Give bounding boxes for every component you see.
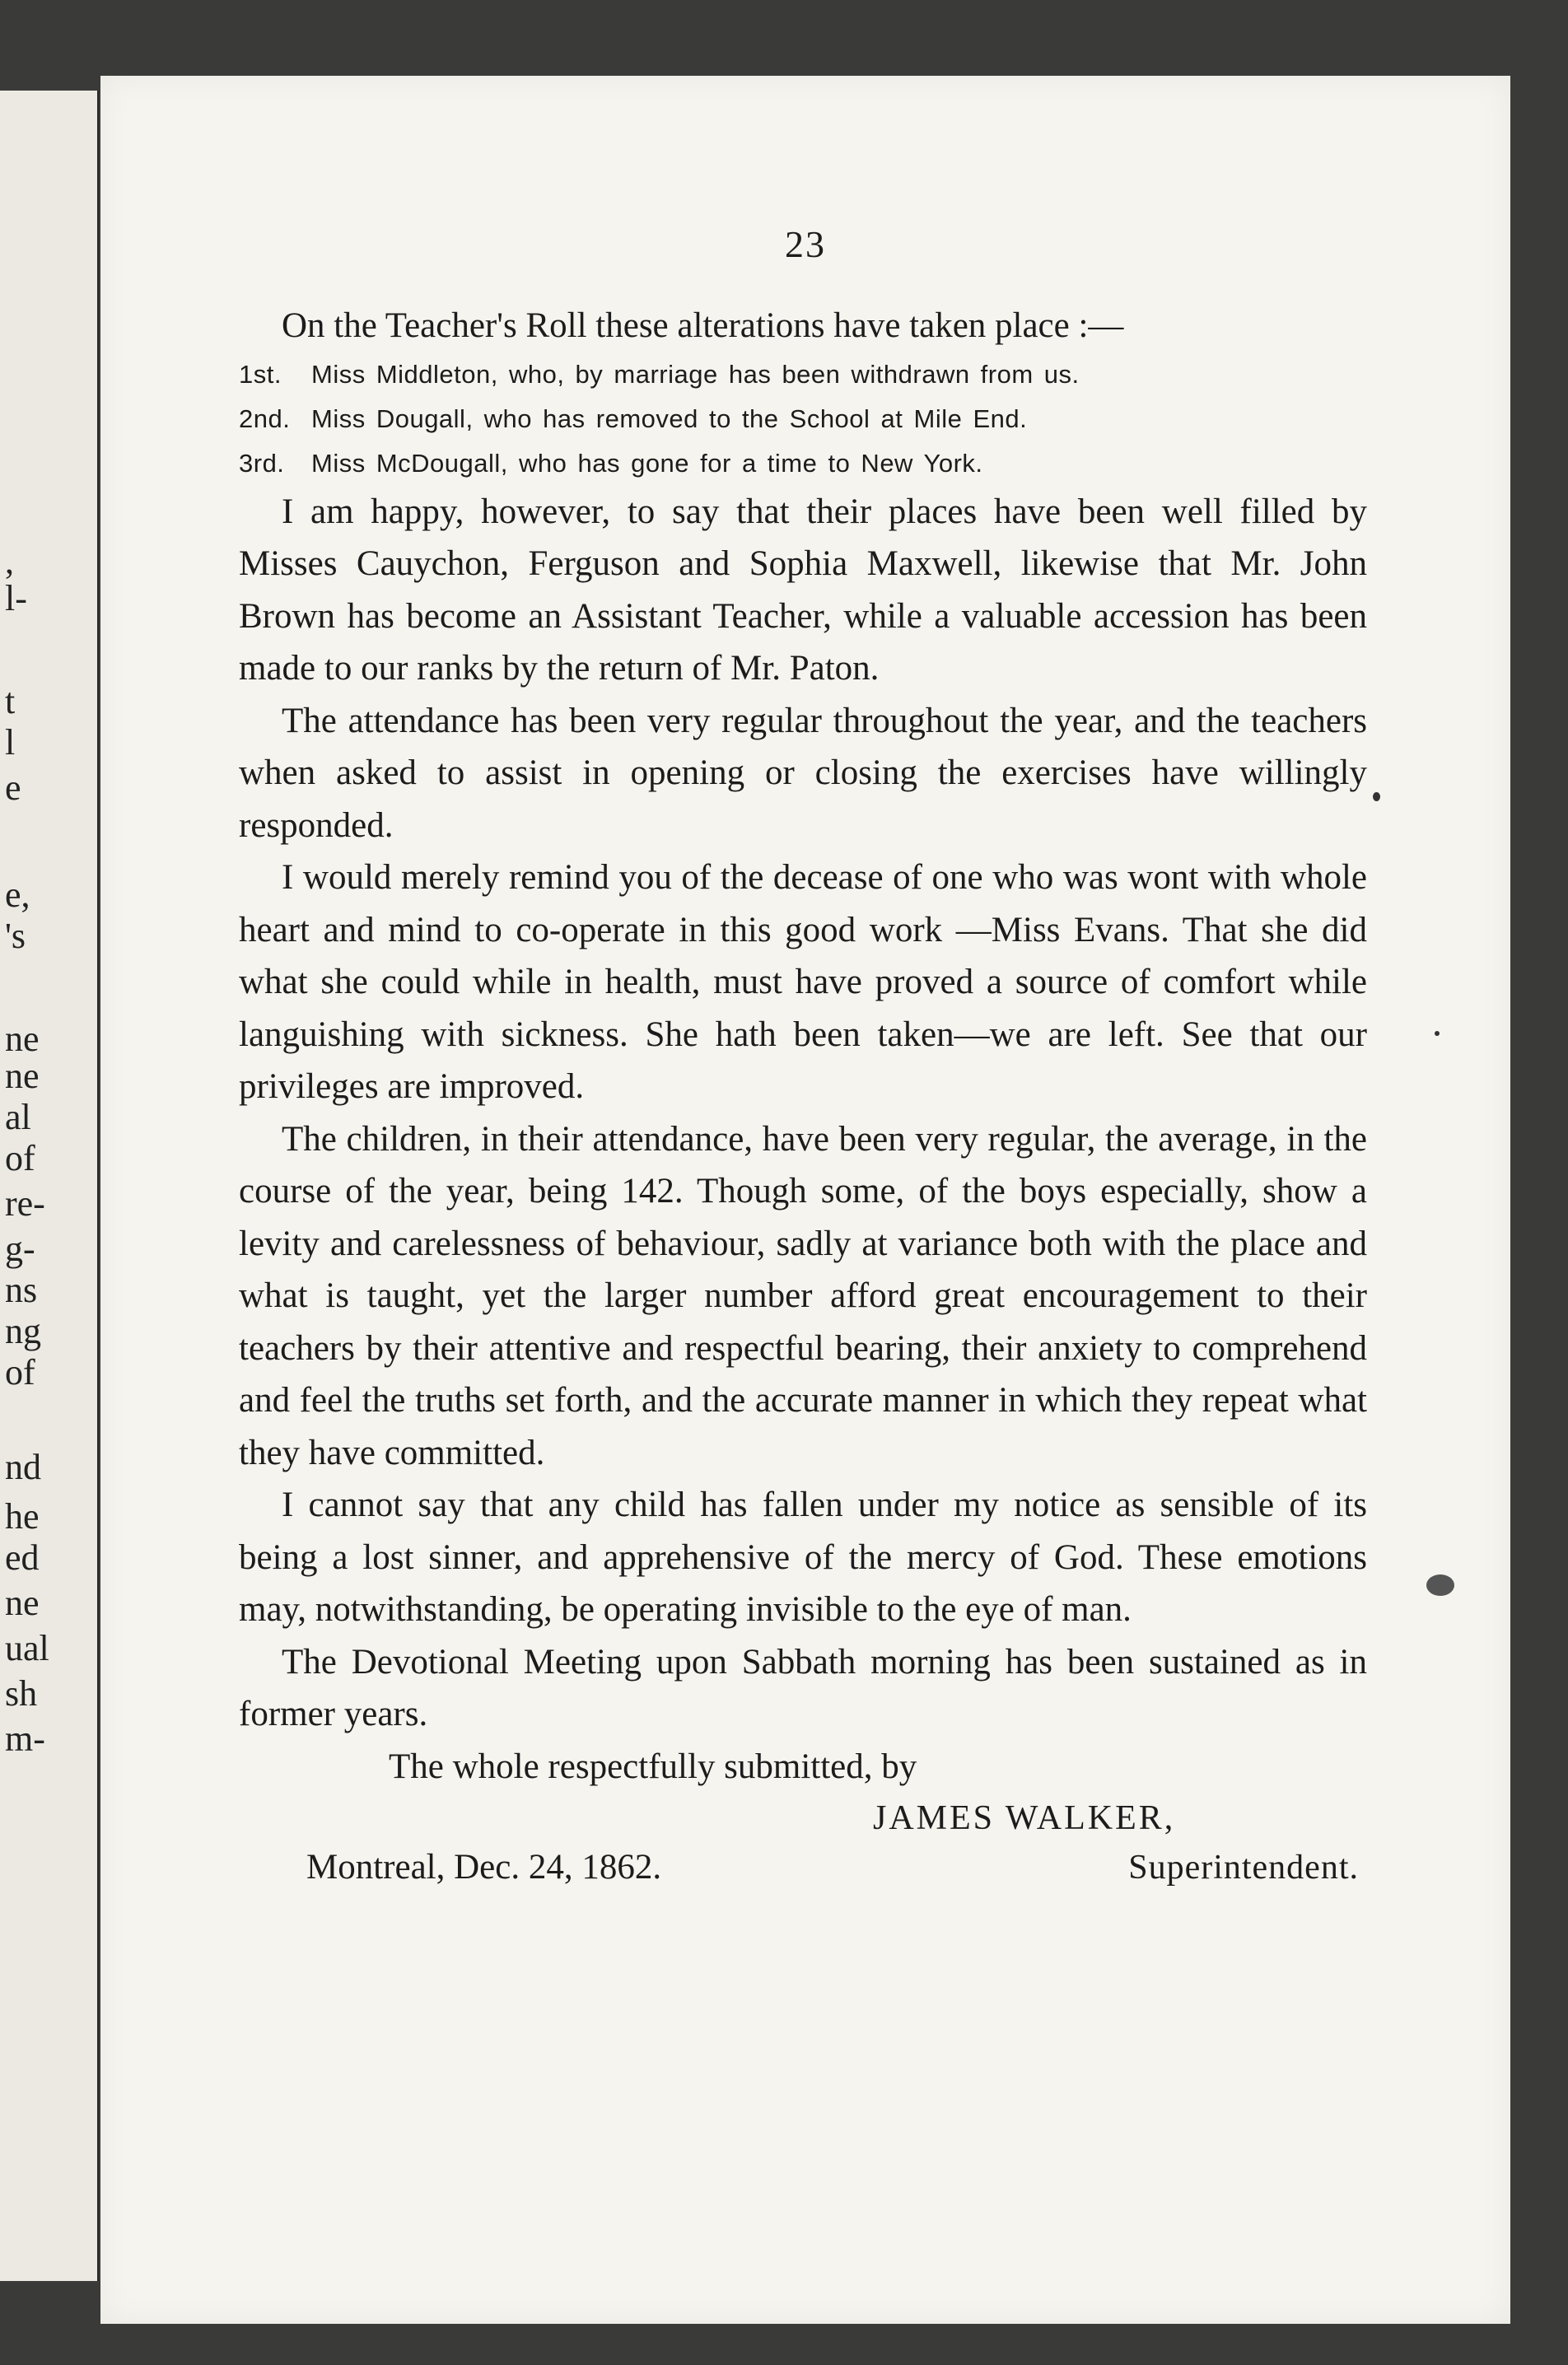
ink-blot [1426,1574,1454,1596]
adjacent-page-edge [0,91,99,2281]
line-fragment: ne [5,1019,40,1059]
line-fragment: l- [5,578,27,618]
ink-speck [1373,792,1380,801]
line-fragment: of [5,1352,35,1392]
roll-item-number: 2nd. [239,403,291,433]
line-fragment: ed [5,1537,40,1578]
line-fragment: of [5,1138,35,1178]
line-fragment: ng [5,1311,41,1351]
paragraph-replacements: I am happy, however, to say that their places have been well filled by Misses Cauychon, Ferguson and Sophia Maxwell, likewise that Mr. John Brown has become an Assistant Teacher, while a valuable accession has been made to our ranks by the return of Mr. Paton. [239,492,1367,688]
line-fragment: 's [5,916,26,956]
line-fragment: e [5,767,21,808]
line-fragment: al [5,1097,31,1137]
roll-item-number: 3rd. [239,448,285,478]
scanned-page [100,76,1510,2324]
roll-item-text: Miss Middleton, who, by marriage has been withdrawn from us. [311,359,1080,389]
roll-intro: On the Teacher's Roll these alterations have taken place :— [282,306,1124,345]
line-fragment: nd [5,1447,41,1487]
roll-item [239,352,1367,397]
paragraph-attendance: The attendance has been very regular throughout the year, and the teachers when asked to assist in opening or closing the exercises have willingly responded. [239,701,1367,845]
line-fragment: , [5,541,14,581]
line-fragment: ne [5,1583,40,1623]
signature-name: JAMES WALKER, [873,1799,1176,1837]
closing-line: The whole respectfully submitted, by [389,1747,917,1786]
place-date: Montreal, Dec. 24, 1862. [306,1847,662,1887]
line-fragment: e, [5,875,30,915]
line-fragment: ns [5,1270,38,1310]
line-fragment: m- [5,1719,45,1759]
line-fragment: he [5,1496,40,1537]
line-fragment: re- [5,1183,45,1224]
roll-item-text: Miss McDougall, who has gone for a time to New York. [311,448,983,478]
page-number: 23 [785,223,826,265]
paragraph-children: The children, in their attendance, have been very regular, the average, in the course of the year, being 142. Though some, of the boys especially, show a levity and carelessness of behaviour, sadly at variance both with the place and what is taught, yet the larger number afford great encouragement to their teachers by their attentive and respectful bearing, their anxiety to comprehend and feel the truths set forth, and the accurate manner in which they repeat what they have committed. [239,1119,1367,1472]
line-fragment: ne [5,1056,40,1096]
line-fragment: l [5,722,16,763]
signature-row [239,1847,1367,1887]
paragraph-notice: I cannot say that any child has fallen under my notice as sensible of its being a lost sinner, and apprehensive of the mercy of God. These emotions may, notwithstanding, be operating invisible to the eye of man. [239,1486,1367,1629]
line-fragment: t [5,681,16,721]
paragraph-devotional: The Devotional Meeting upon Sabbath morning has been sustained as in former years. [239,1642,1367,1733]
report-text [239,300,1367,1887]
roll-item-text: Miss Dougall, who has removed to the School at Mile End. [311,403,1028,433]
line-fragment: sh [5,1673,38,1714]
roll-item-number: 1st. [239,359,282,389]
roll-item [239,397,1367,441]
ink-speck [1435,1031,1440,1036]
line-fragment: ual [5,1628,49,1668]
paragraph-decease: I would merely remind you of the decease of one who was wont with whole heart and mind to co-operate in this good work —Miss Evans. That she did what she could while in health, must have proved a source of comfort while languishing with sickness. She hath been taken—we are left. See that our privileges are improved. [239,858,1367,1106]
line-fragment: g- [5,1229,35,1269]
roll-item [239,441,1367,486]
signature-title: Superintendent. [1128,1848,1359,1887]
